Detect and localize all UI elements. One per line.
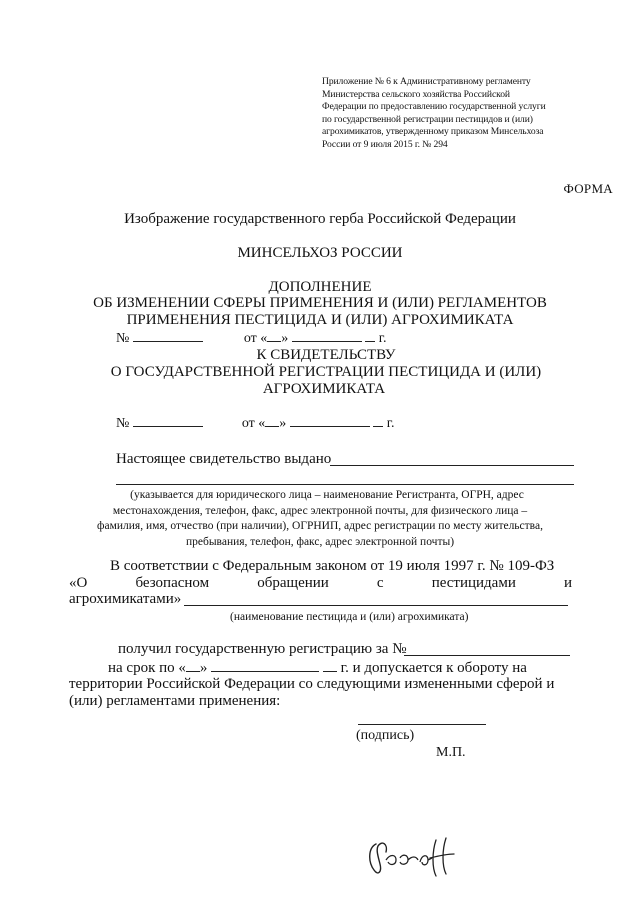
certificate-line-1: К СВИДЕТЕЛЬСТВУ — [256, 347, 396, 363]
ministry-name: МИНСЕЛЬХОЗ РОССИИ — [237, 245, 403, 261]
issued-label: Настоящее свидетельство выдано — [116, 451, 332, 467]
issued-note-line: фамилия, имя, отчество (при наличии), ОГРНИП, адрес регистрации по месту жительства, — [97, 520, 543, 532]
term-day-field[interactable] — [186, 659, 200, 672]
term-close: » — [199, 660, 208, 676]
number-row-2 — [116, 414, 394, 432]
registration-line-3: территории Российской Федерации со следующими измененными сферой и — [69, 676, 555, 692]
law-word: обращении — [257, 575, 329, 591]
day-field[interactable] — [265, 414, 279, 427]
number-sign: № — [116, 331, 130, 346]
number-field[interactable] — [133, 414, 203, 427]
signature-label: (подпись) — [356, 728, 415, 743]
appendix-line: Федерации по предоставлению государственной услуги — [322, 101, 546, 113]
day-field[interactable] — [267, 329, 281, 342]
registration-line-2 — [108, 659, 527, 677]
law-word: и — [563, 575, 572, 591]
year-suffix: г. — [386, 416, 395, 431]
substance-name-field[interactable] — [184, 605, 568, 606]
year-field[interactable] — [373, 414, 383, 427]
number-row-1 — [116, 329, 386, 347]
law-word: безопасном — [135, 575, 210, 591]
certificate-line-2: О ГОСУДАРСТВЕННОЙ РЕГИСТРАЦИИ ПЕСТИЦИДА И (ИЛИ) — [110, 364, 542, 380]
month-field[interactable] — [290, 414, 370, 427]
year-field[interactable] — [365, 329, 375, 342]
registration-line-4: (или) регламентами применения: — [69, 693, 281, 709]
appendix-line: России от 9 июля 2015 г. № 294 — [322, 138, 448, 150]
issued-note-line: пребывания, телефон, факс, адрес электронной почты) — [185, 535, 455, 548]
appendix-note — [322, 76, 572, 152]
issued-note-line: местонахождения, телефон, факс, адрес электронной почты, для физического лица – — [112, 504, 528, 517]
law-line-1: В соответствии с Федеральным законом от 19 июля 1997 г. № 109-ФЗ — [110, 558, 555, 574]
date-close: » — [281, 331, 289, 346]
appendix-line: агрохимикатов, утвержденному приказом Минсельхоза — [322, 126, 544, 138]
term-month-field[interactable] — [211, 659, 319, 672]
term-tail: г. и допускается к обороту на — [340, 660, 527, 676]
appendix-line: Министерства сельского хозяйства Российской — [322, 88, 510, 100]
appendix-line: по государственной регистрации пестицидов и (или) — [322, 113, 533, 125]
certificate-line-3: АГРОХИМИКАТА — [262, 381, 386, 397]
title-line-2: ОБ ИЗМЕНЕНИИ СФЕРЫ ПРИМЕНЕНИЯ И (ИЛИ) РЕГЛАМЕНТОВ — [93, 295, 547, 311]
law-word: пестицидами — [431, 575, 516, 591]
date-close: » — [279, 416, 287, 431]
registration-line-1: получил государственную регистрацию за № — [118, 641, 407, 657]
issued-to-field-2[interactable] — [116, 484, 574, 485]
term-year-field[interactable] — [323, 659, 337, 672]
law-word: с — [376, 575, 384, 591]
seal-label: М.П. — [436, 745, 466, 760]
law-note: (наименование пестицида и (или) агрохимиката) — [230, 611, 469, 623]
year-suffix: г. — [378, 331, 387, 346]
issued-note-line: (указывается для юридического лица – наименование Регистранта, ОГРН, адрес — [130, 489, 524, 501]
handwritten-signature-icon — [362, 832, 462, 892]
month-field[interactable] — [292, 329, 362, 342]
emblem-caption: Изображение государственного герба Российской Федерации — [124, 211, 516, 227]
date-open: от « — [241, 416, 266, 431]
appendix-line: Приложение № 6 к Административному регламенту — [322, 76, 531, 87]
signature-field[interactable] — [358, 724, 486, 725]
number-sign: № — [116, 416, 130, 431]
number-field[interactable] — [133, 329, 203, 342]
law-line-3: агрохимикатами» — [69, 591, 182, 607]
term-open: на срок по « — [108, 660, 186, 676]
date-open: от « — [243, 331, 268, 346]
title-line-1: ДОПОЛНЕНИЕ — [268, 279, 372, 295]
title-line-3: ПРИМЕНЕНИЯ ПЕСТИЦИДА И (ИЛИ) АГРОХИМИКАТА — [126, 312, 514, 328]
law-line-2 — [69, 575, 572, 592]
form-label: ФОРМА — [563, 181, 613, 196]
issued-note — [60, 488, 580, 550]
law-word: «О — [69, 575, 88, 591]
issued-to-field[interactable] — [330, 465, 574, 466]
registration-number-field[interactable] — [404, 655, 570, 656]
